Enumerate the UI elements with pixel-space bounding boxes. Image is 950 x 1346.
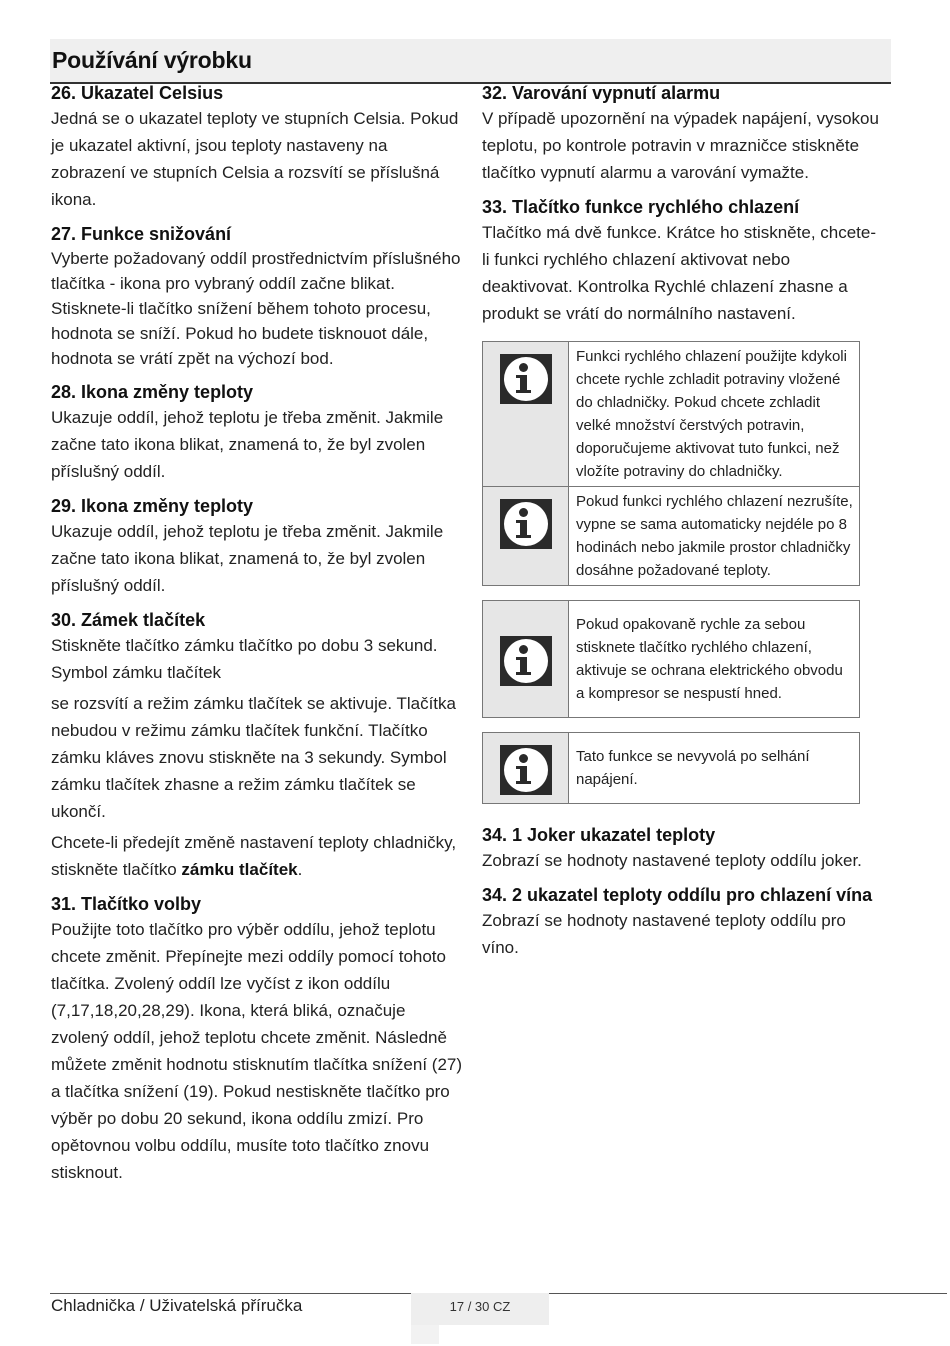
section-text xyxy=(51,829,463,883)
section-27 xyxy=(51,223,463,371)
section-text: Tlačítko má dvě funkce. Krátce ho stiskněte, chcete-li funkci rychlého chlazení aktivovat nebo deaktivovat. Kontrolka Rychlé chlazení zhasne a produkt se vrátí do normálního nastavení. xyxy=(482,223,877,323)
info-note-group xyxy=(482,600,860,718)
info-icon-box xyxy=(483,487,569,585)
page-number: 17 / 30 CZ xyxy=(411,1293,549,1325)
section-28 xyxy=(51,381,463,485)
section-31 xyxy=(51,893,463,1186)
footer-tab xyxy=(411,1325,439,1344)
info-notes xyxy=(482,341,882,804)
info-note xyxy=(483,486,859,585)
section-29 xyxy=(51,495,463,599)
info-note-text: Tato funkce se nevyvolá po selhání napájení. xyxy=(576,748,810,788)
section-title: 26. Ukazatel Celsius xyxy=(51,83,224,103)
info-note-text: Funkci rychlého chlazení použijte kdykoli chcete rychle zchladit potraviny vložené do chladničky. Pokud chcete zchladit velké množství čerstvých potravin, doporučujeme aktivovat tuto funkci, než vložíte potraviny do chladničky. xyxy=(576,348,847,480)
section-title: 27. Funkce snižování xyxy=(51,224,232,244)
info-note-text: Pokud funkci rychlého chlazení nezrušíte, vypne se sama automaticky nejdéle po 8 hodinách nebo jakmile prostor chladničky dosáhne požadované teploty. xyxy=(576,493,853,579)
section-title: 34. 1 Joker ukazatel teploty xyxy=(482,825,716,845)
page-title: Používání výrobku xyxy=(52,47,252,73)
section-text: Vyberte požadovaný oddíl prostřednictvím příslušného tlačítka - ikona pro vybraný oddíl začne blikat. Stisknete-li tlačítko snížení během tohoto procesu, hodnota se sníží. Pokud ho budete tisknouot dále, hodnota se vrátí zpět na výchozí bod. xyxy=(51,249,461,368)
info-note-text: Pokud opakovaně rychle za sebou stisknete tlačítko rychlého chlazení, aktivuje se ochrana elektrického obvodu a kompresor se nespustí hned. xyxy=(576,616,843,702)
info-note xyxy=(483,601,859,717)
section-text: Ukazuje oddíl, jehož teplotu je třeba změnit. Jakmile začne tato ikona blikat, znamená to, že byl zvolen příslušný oddíl. xyxy=(51,408,444,481)
section-26 xyxy=(51,82,463,213)
right-column xyxy=(482,82,882,971)
section-text: Zobrazí se hodnoty nastavené teploty oddílu joker. xyxy=(482,851,862,870)
page-header xyxy=(50,39,891,84)
section-33 xyxy=(482,196,882,327)
section-text: Jedná se o ukazatel teploty ve stupních Celsia. Pokud je ukazatel aktivní, jsou teploty nastaveny na zobrazení ve stupních Celsia a rozsvítí se příslušná ikona. xyxy=(51,109,459,209)
section-text: Ukazuje oddíl, jehož teplotu je třeba změnit. Jakmile začne tato ikona blikat, znamená to, že byl zvolen příslušný oddíl. xyxy=(51,522,444,595)
footer-manual-title: Chladnička / Uživatelská příručka xyxy=(51,1296,303,1315)
section-text: se rozsvítí a režim zámku tlačítek se aktivuje. Tlačítka nebudou v režimu zámku tlačítek funkční. Tlačítko zámku kláves znovu stiskněte na 3 sekundy. Symbol zámku tlačítek zhasne a režim zámku tlačítek se ukončí. xyxy=(51,694,456,821)
section-34-2 xyxy=(482,884,882,961)
section-text: V případě upozornění na výpadek napájení, vysokou teplotu, po kontrole potravin v mrazničce stiskněte tlačítko vypnutí alarmu a varování vymažte. xyxy=(482,109,879,182)
info-icon-box xyxy=(483,342,569,486)
info-icon-box xyxy=(483,733,569,803)
section-32 xyxy=(482,82,882,186)
info-icon xyxy=(500,499,552,549)
text-run: . xyxy=(297,860,303,879)
section-34-1 xyxy=(482,824,882,874)
section-title: 33. Tlačítko funkce rychlého chlazení xyxy=(482,197,800,217)
info-icon xyxy=(500,354,552,404)
info-icon xyxy=(500,636,552,686)
info-icon-box xyxy=(483,601,569,717)
info-note xyxy=(483,342,859,486)
info-note-group xyxy=(482,732,860,804)
section-title: 31. Tlačítko volby xyxy=(51,894,202,914)
info-note-group xyxy=(482,341,860,586)
section-text: Zobrazí se hodnoty nastavené teploty oddílu pro víno. xyxy=(482,911,846,957)
text-run: Chcete-li předejít změně nastavení teploty chladničky, stiskněte tlačítko xyxy=(51,833,457,879)
section-title: 30. Zámek tlačítek xyxy=(51,610,206,630)
section-title: 32. Varování vypnutí alarmu xyxy=(482,83,721,103)
section-title: 34. 2 ukazatel teploty oddílu pro chlazení vína xyxy=(482,885,873,905)
section-text: Stiskněte tlačítko zámku tlačítko po dobu 3 sekund. Symbol zámku tlačítek xyxy=(51,636,438,682)
section-title: 29. Ikona změny teploty xyxy=(51,496,254,516)
info-icon xyxy=(500,745,552,795)
info-note xyxy=(483,733,859,803)
left-column xyxy=(51,82,463,1196)
section-text: Použijte toto tlačítko pro výběr oddílu, jehož teplotu chcete změnit. Přepínejte mezi oddíly pomocí tohoto tlačítka. Zvolený oddíl lze vyčíst z ikon oddílu (7,17,18,20,28,29). Ikona, která bliká, označuje zvolený oddíl, jehož teplotu chcete změnit. Následně můžete změnit hodnotu stisknutím tlačítka snížení (27) a tlačítka snížení (19). Pokud nestiskněte tlačítko pro výběr po dobu 20 sekund, ikona oddílu zmizí. Pro opětovnou volbu oddílu, musíte toto tlačítko znovu stisknout. xyxy=(51,920,463,1182)
bold-text: zámku tlačítek xyxy=(181,860,298,879)
section-title: 28. Ikona změny teploty xyxy=(51,382,254,402)
section-30 xyxy=(51,609,463,883)
